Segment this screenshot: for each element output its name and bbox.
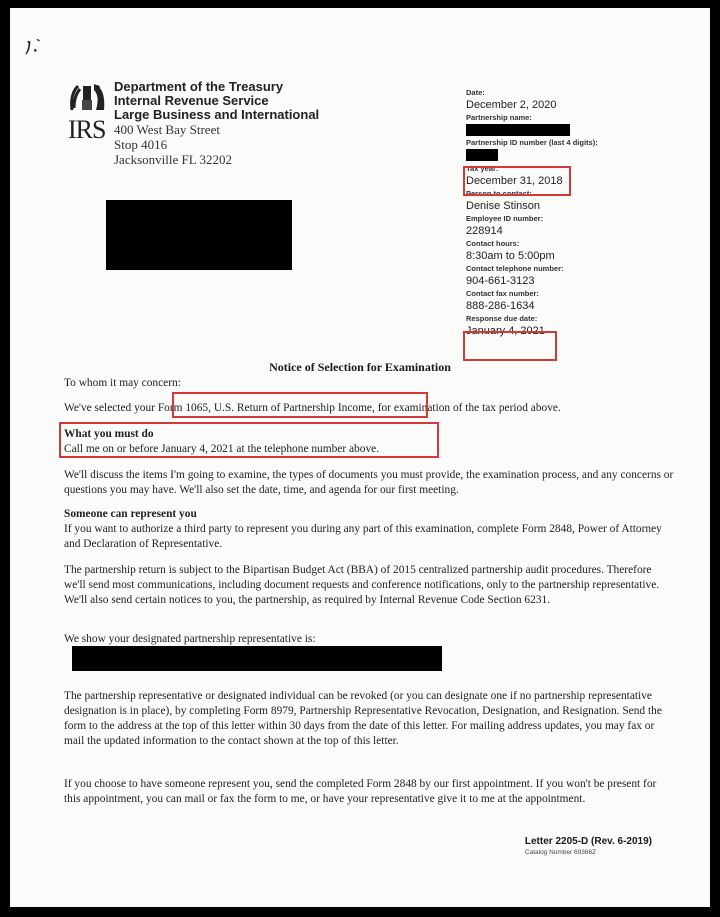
must-do-text: Call me on or before January 4, 2021 at the telephone number above. — [64, 443, 380, 455]
salutation: To whom it may concern: — [64, 377, 181, 389]
redacted-representative — [72, 646, 442, 671]
contact-label: Person to contact: — [466, 189, 532, 198]
designated-label: We show your designated partnership representative is: — [64, 633, 316, 645]
redacted-recipient-address — [106, 200, 292, 270]
irs-logo — [68, 80, 114, 144]
redacted-partnership-name — [466, 124, 570, 136]
employee-id-value: 228914 — [466, 225, 503, 237]
due-date-label: Response due date: — [466, 314, 538, 323]
represent-heading: Someone can represent you — [64, 508, 197, 520]
revoke-paragraph: The partnership representative or designated individual can be revoked (or you can designate one if no partnership representative designation is in place), by completing Form 8979, Partnership Representative Revocation, Designation, and Resignation. Send the form to the address at the top of this letter within 30 days from the date of this letter. For mailing address updates, you may fax or mail the updated information to the contact shown at the top of this letter. — [64, 690, 662, 747]
agency-line: Internal Revenue Service — [114, 93, 269, 108]
tax-year-value: December 31, 2018 — [466, 175, 563, 187]
due-date-highlight — [463, 331, 557, 361]
address-line: Jacksonville FL 32202 — [114, 152, 232, 167]
form-highlight — [172, 392, 428, 418]
must-do-highlight — [59, 422, 439, 458]
selected-form: Form 1065, U.S. Return of Partnership Income, — [157, 402, 375, 414]
partnership-name-label: Partnership name: — [466, 113, 532, 122]
represent-section — [64, 507, 674, 552]
employee-id-label: Employee ID number: — [466, 214, 544, 223]
agency-line: Large Business and International — [114, 107, 320, 122]
selected-pre: We've selected your — [64, 402, 158, 414]
address-line: Stop 4016 — [114, 137, 168, 152]
agency-block — [114, 80, 319, 167]
choose-paragraph: If you choose to have someone represent you, send the completed Form 2848 by our first appointment. If you won't be present for this appointment, you can mail or fax the form to me, or have your representative give it to me at the appointment. — [64, 778, 657, 805]
agency-line: Department of the Treasury — [114, 79, 284, 94]
hours-label: Contact hours: — [466, 239, 520, 248]
redacted-partnership-id — [466, 149, 498, 161]
irs-eagle-icon — [68, 80, 108, 116]
partnership-id-label: Partnership ID number (last 4 digits): — [466, 138, 598, 147]
date-value: December 2, 2020 — [466, 99, 557, 111]
letter-footer — [525, 836, 652, 857]
fax-label: Contact fax number: — [466, 289, 539, 298]
selected-post: for examination of the tax period above. — [374, 402, 561, 414]
catalog-number: Catalog Number 69366Z — [524, 849, 597, 856]
letter-title: Notice of Selection for Examination — [269, 360, 451, 374]
letter-page — [10, 8, 710, 907]
due-date-value: January 4, 2021 — [466, 325, 545, 337]
handwritten-mark: ﾉ.ˋ — [22, 37, 44, 58]
discuss-paragraph: We'll discuss the items I'm going to examine, the types of documents you must provide, the examination process, and any concerns or questions you may have. We'll also set the date, time, and agenda for our first meeting. — [64, 469, 674, 496]
tax-year-label: Tax year: — [466, 164, 499, 173]
phone-label: Contact telephone number: — [466, 264, 564, 273]
info-column — [466, 88, 666, 339]
letter-id: Letter 2205-D (Rev. 6-2019) — [524, 836, 652, 847]
contact-value: Denise Stinson — [466, 200, 540, 212]
must-do-heading: What you must do — [64, 428, 154, 440]
hours-value: 8:30am to 5:00pm — [466, 250, 555, 262]
address-line: 400 West Bay Street — [114, 122, 220, 137]
phone-value: 904-661-3123 — [466, 275, 535, 287]
fax-value: 888-286-1634 — [466, 300, 535, 312]
represent-text: If you want to authorize a third party to represent you during any part of this examination, complete Form 2848, Power of Attorney and Declaration of Representative. — [64, 523, 662, 550]
date-label: Date: — [466, 88, 485, 97]
irs-logo-text: IRS — [68, 115, 106, 144]
bba-paragraph: The partnership return is subject to the Bipartisan Budget Act (BBA) of 2015 centralized partnership audit procedures. Therefore we'll send most communications, including document requests and conference notifications, only to the partnership representative. We'll also send certain notices to you, the partnership, as required by Internal Revenue Code Section 6231. — [64, 564, 660, 606]
tax-year-highlight — [463, 166, 571, 196]
